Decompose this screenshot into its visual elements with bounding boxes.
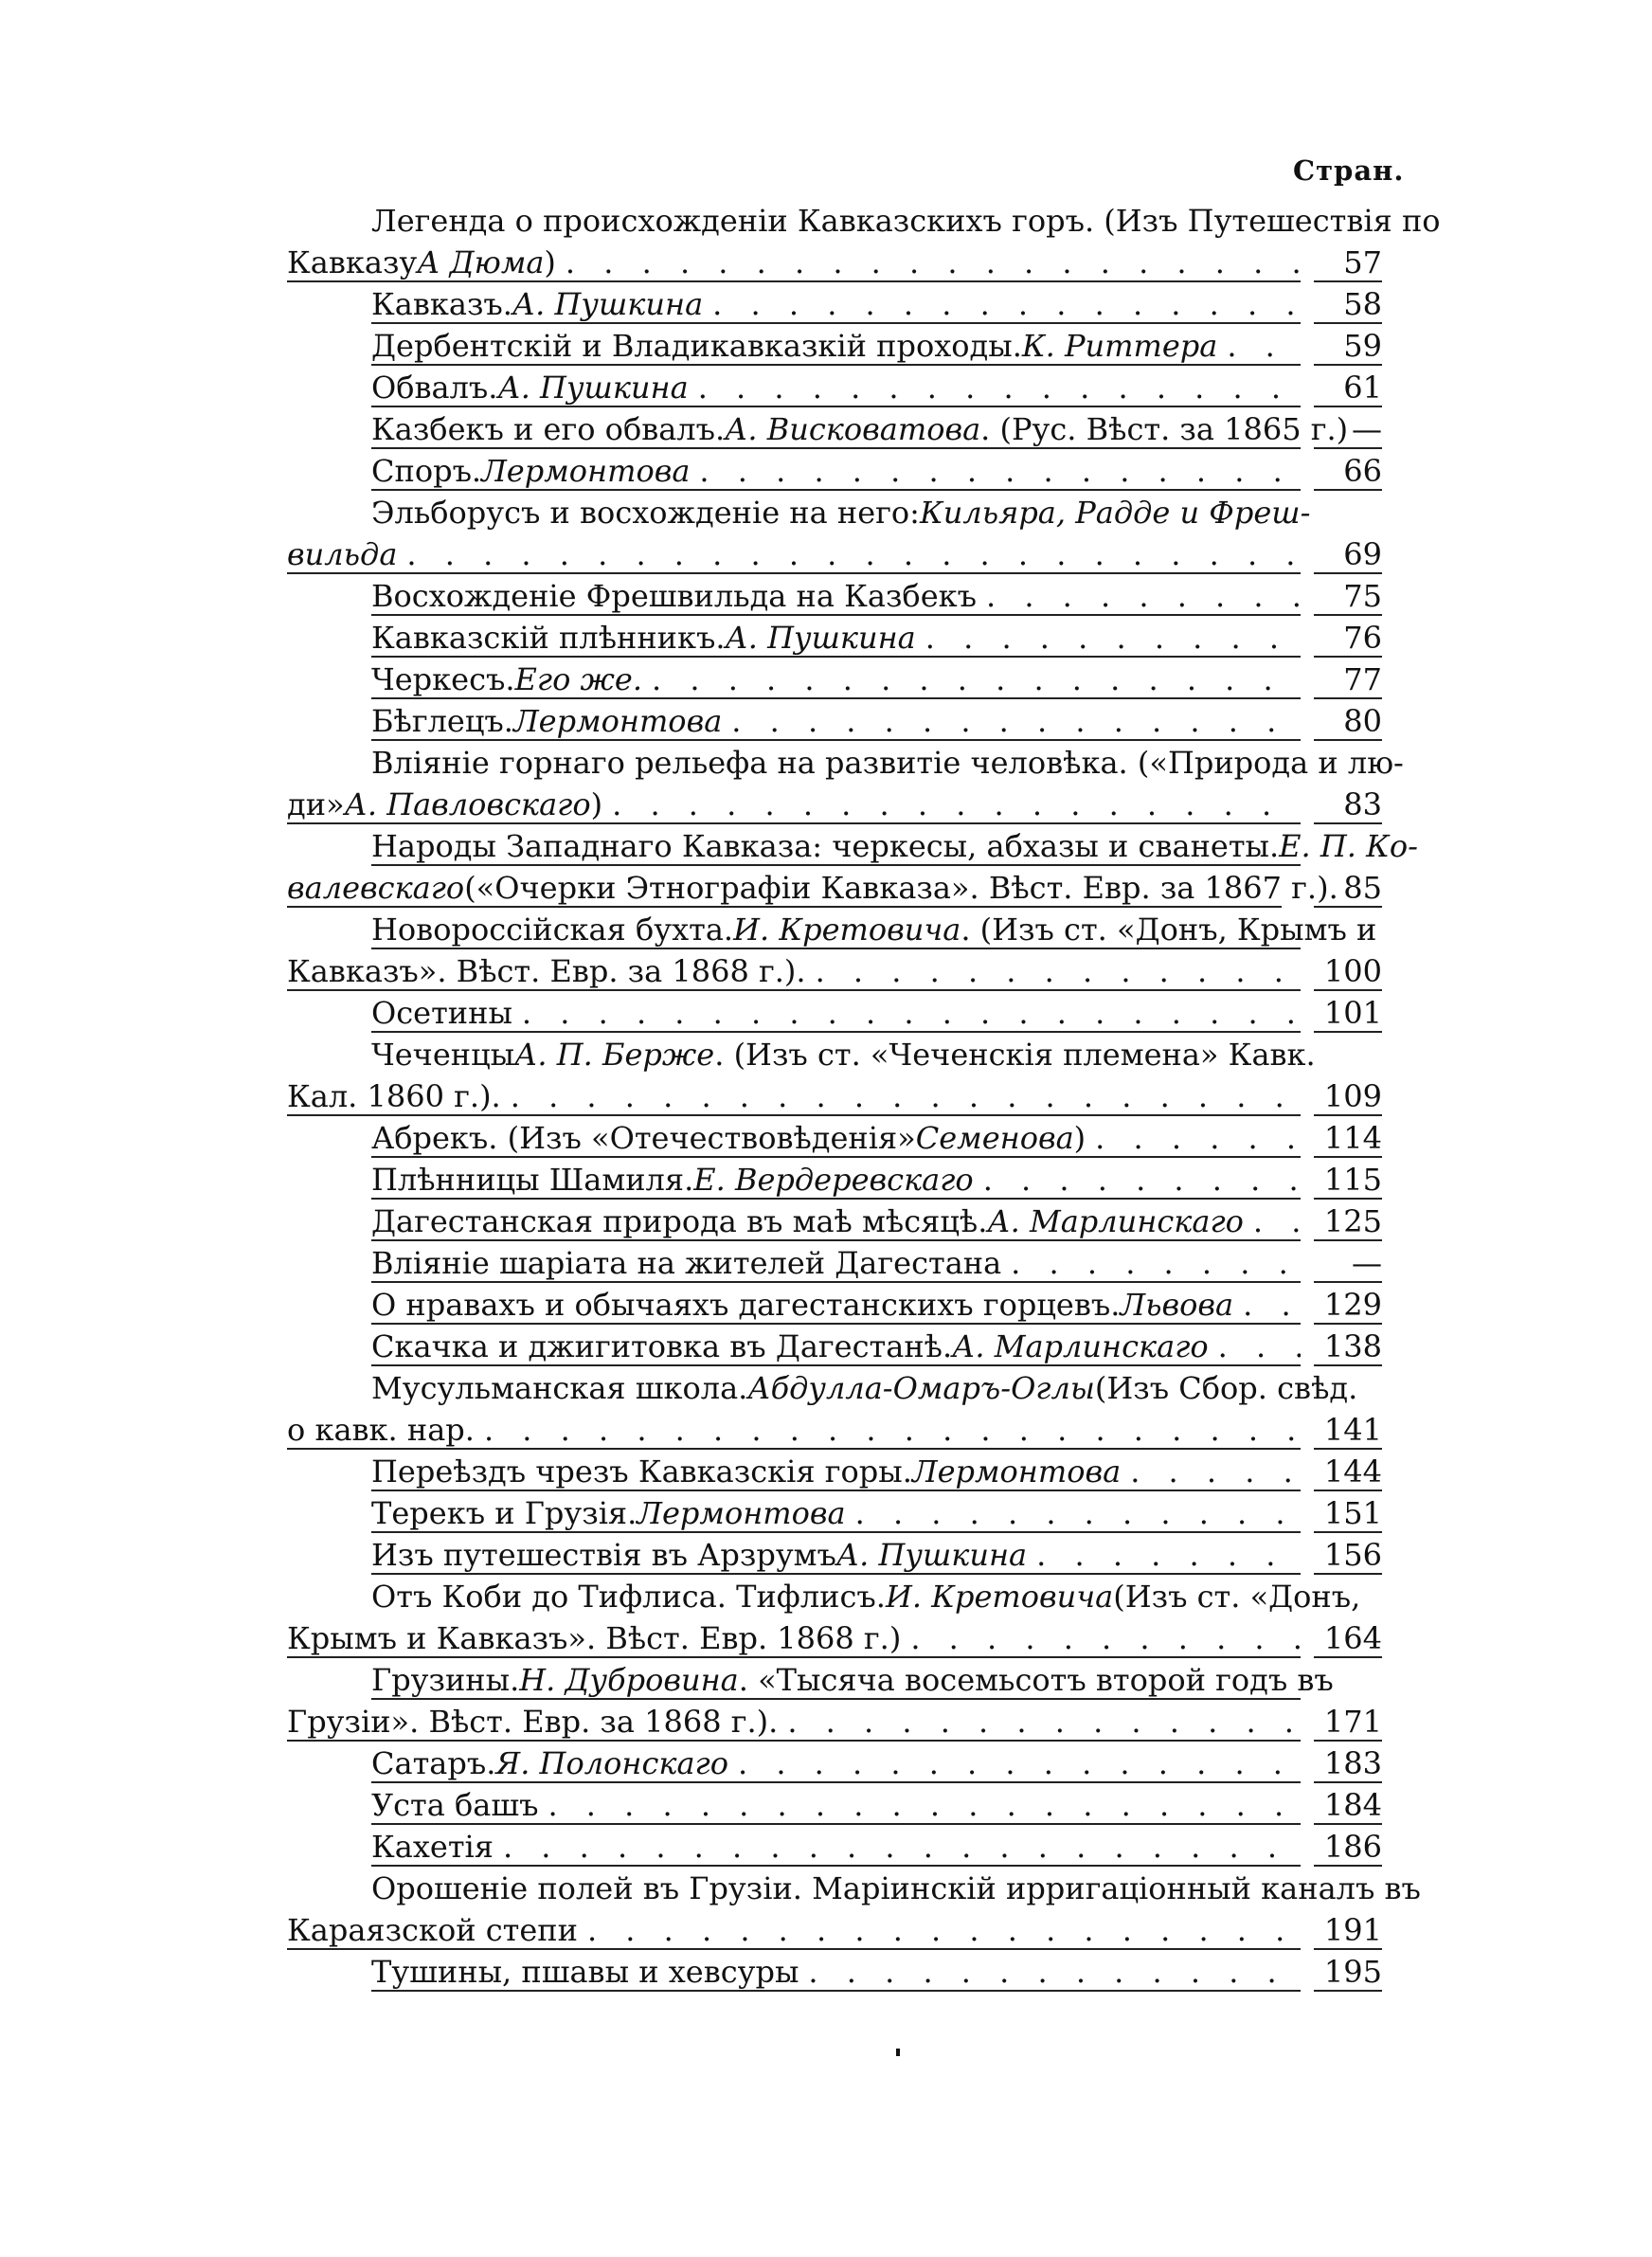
page-number: 114	[1314, 1114, 1382, 1158]
leader-dots	[1001, 1245, 1301, 1281]
page-number: 59	[1314, 322, 1382, 366]
leader-dots	[578, 1912, 1301, 1948]
entry-text: (Изъ Сбор. свѣд.	[1094, 1370, 1358, 1406]
leader-dots	[397, 536, 1301, 572]
page-number: 151	[1314, 1490, 1382, 1533]
toc-entry-line	[371, 489, 1311, 531]
toc-entry-line	[287, 1615, 1301, 1658]
entry-text: . (Рус. Вѣст. за 1865 г.)	[980, 411, 1349, 447]
entry-author: А. Пушкина	[497, 370, 689, 406]
entry-author: И. Кретовича	[885, 1579, 1114, 1615]
entry-author: Я. Полонскаго	[495, 1745, 728, 1781]
leader-dots	[642, 661, 1301, 697]
leader-dots	[512, 995, 1301, 1031]
toc-entry-line	[371, 1781, 1301, 1825]
entry-text: Эльборусъ и восхожденіе на него:	[371, 495, 920, 531]
leader-dots	[1027, 1537, 1301, 1573]
entry-text: Переѣздъ чрезъ Кавказскія горы.	[371, 1454, 912, 1490]
toc-entry-line	[287, 239, 1301, 282]
toc-entry-line	[287, 1406, 1301, 1450]
entry-text: Терекъ и Грузія.	[371, 1495, 637, 1531]
page-number: 61	[1314, 364, 1382, 407]
entry-text: Орошеніе полей въ Грузіи. Маріинскій ирригаціонный каналъ въ	[371, 1870, 1421, 1906]
entry-author: вильда	[287, 536, 398, 572]
toc-entry-line	[371, 1573, 1361, 1615]
toc-entry-line	[371, 656, 1301, 699]
entry-text: Дербентскій и Владикавказкій проходы.	[371, 328, 1022, 364]
entry-author: Лермонтова	[512, 703, 723, 739]
entry-author: Кильяра, Радде и Фреш-	[919, 495, 1311, 531]
leader-dots	[1121, 1454, 1301, 1490]
leader-dots	[977, 578, 1301, 614]
entry-text: Новороссійская бухта.	[371, 912, 734, 948]
leader-dots	[974, 1162, 1301, 1198]
toc-entry-line	[371, 1239, 1301, 1283]
entry-text: Кавказъ.	[371, 286, 512, 322]
entry-text: Народы Западнаго Кавказа: черкесы, абхазы и сванеты.	[371, 828, 1280, 864]
toc-entry-line	[371, 197, 1441, 239]
page-number: 138	[1314, 1323, 1382, 1366]
page-number: 66	[1314, 447, 1382, 491]
entry-author: Лермонтова	[637, 1495, 846, 1531]
entry-text: Караязской степи	[287, 1912, 578, 1948]
leader-dots	[556, 244, 1301, 280]
page-number: —	[1314, 406, 1382, 449]
entry-text: Бѣглецъ.	[371, 703, 513, 739]
entry-text: Вліяніе горнаго рельефа на развитіе человѣка. («Природа и лю-	[371, 745, 1404, 781]
entry-author: Семенова	[915, 1120, 1074, 1156]
toc-entry-line	[371, 1281, 1301, 1325]
toc-entry-line	[371, 1364, 1358, 1406]
entry-text: (Изъ ст. «Донъ,	[1113, 1579, 1361, 1615]
entry-text: . (Изъ ст. «Донъ, Крымъ и	[961, 912, 1377, 948]
entry-text: Кавказу	[287, 244, 418, 280]
entry-text: Осетины	[371, 995, 512, 1031]
toc-entry-line	[371, 1656, 1334, 1700]
page-number: 80	[1314, 697, 1382, 741]
entry-author: Львова	[1120, 1287, 1234, 1323]
toc-entry-line	[371, 1740, 1301, 1783]
entry-text: Мусульманская школа.	[371, 1370, 748, 1406]
page-number: 164	[1314, 1615, 1382, 1658]
leader-dots	[602, 786, 1301, 822]
entry-text: Кавказскій плѣнникъ.	[371, 620, 726, 656]
page-number: 76	[1314, 614, 1382, 658]
entry-text: Абрекъ. (Изъ «Отечествовѣденія»	[371, 1120, 916, 1156]
entry-author: Е. Вердеревскаго	[693, 1162, 974, 1198]
toc-entry-line	[371, 280, 1301, 324]
leader-dots	[538, 1787, 1301, 1823]
page-number: 57	[1314, 239, 1382, 282]
toc-entry-line	[371, 322, 1301, 366]
entry-text: )	[544, 244, 556, 280]
entry-author: А Дюма	[417, 244, 545, 280]
page-number: 75	[1314, 572, 1382, 616]
page-number: 101	[1314, 989, 1382, 1033]
entry-text: Споръ.	[371, 453, 482, 489]
page-number: 144	[1314, 1448, 1382, 1491]
page-number: 171	[1314, 1698, 1382, 1742]
toc-entry-line	[287, 864, 1338, 908]
toc-entry-line	[371, 1156, 1301, 1200]
page-number: 69	[1314, 531, 1382, 574]
entry-text: Отъ Коби до Тифлиса. Тифлисъ.	[371, 1579, 886, 1615]
page-number: 184	[1314, 1781, 1382, 1825]
toc-entry-line	[371, 1031, 1316, 1073]
leader-dots	[722, 703, 1301, 739]
leader-dots	[778, 1704, 1301, 1740]
leader-dots	[1209, 1328, 1301, 1364]
leader-dots	[806, 953, 1301, 989]
entry-text: Тушины, пшавы и хевсуры	[371, 1954, 799, 1990]
page-number: 125	[1314, 1198, 1382, 1241]
entry-text: Грузины.	[371, 1662, 520, 1698]
toc-entry-line	[371, 1448, 1301, 1491]
leader-dots	[703, 286, 1301, 322]
leader-dots	[1217, 328, 1301, 364]
toc-entry-line	[287, 531, 1301, 574]
toc-entry-line	[371, 406, 1349, 449]
entry-text: О нравахъ и обычаяхъ дагестанскихъ горцевъ.	[371, 1287, 1121, 1323]
entry-author: А. Пушкина	[835, 1537, 1028, 1573]
entry-text: Легенда о происхожденіи Кавказскихъ горъ. (Изъ Путешествія по	[371, 203, 1441, 239]
toc-entry-line	[371, 1198, 1301, 1241]
toc-entry-line	[287, 1906, 1301, 1950]
entry-text: Кал. 1860 г.).	[287, 1078, 501, 1114]
page-number: 195	[1314, 1948, 1382, 1992]
entry-author: валевскаго	[287, 870, 465, 906]
entry-text: Обвалъ.	[371, 370, 498, 406]
entry-text: Крымъ и Кавказъ». Вѣст. Евр. 1868 г.)	[287, 1620, 902, 1656]
toc-entry-line	[287, 781, 1301, 824]
page-number: —	[1314, 1239, 1382, 1283]
leader-dots	[728, 1745, 1301, 1781]
leader-dots	[901, 1620, 1301, 1656]
entry-text: Сатаръ.	[371, 1745, 496, 1781]
toc-entry-line	[371, 572, 1301, 616]
leader-dots	[494, 1829, 1301, 1865]
entry-text: )	[1073, 1120, 1086, 1156]
entry-text: Изъ путешествія въ Арзрумъ	[371, 1537, 836, 1573]
print-mark	[896, 2049, 900, 2056]
toc-entry-line	[371, 1323, 1301, 1366]
page-number: 186	[1314, 1823, 1382, 1867]
entry-author: А. Висковатова	[725, 411, 981, 447]
entry-author: А. Марлинскаго	[952, 1328, 1209, 1364]
entry-author: А. Марлинскаго	[987, 1203, 1244, 1239]
entry-author: К. Риттера	[1021, 328, 1218, 364]
leader-dots	[1086, 1120, 1301, 1156]
leader-dots	[1244, 1203, 1301, 1239]
entry-author: Н. Дубровина	[519, 1662, 739, 1698]
toc-entry-line	[287, 1073, 1301, 1116]
page-number: 191	[1314, 1906, 1382, 1950]
entry-text: . «Тысяча восемьсотъ второй годъ въ	[738, 1662, 1334, 1698]
leader-dots	[799, 1954, 1301, 1990]
page-number: 58	[1314, 280, 1382, 324]
toc-entry-line	[371, 739, 1404, 781]
leader-dots	[501, 1078, 1301, 1114]
page-number: 77	[1314, 656, 1382, 699]
toc-entry-line	[287, 948, 1301, 991]
entry-text: Кахетія	[371, 1829, 494, 1865]
entry-text: Черкесъ.	[371, 661, 515, 697]
toc-entry-line	[371, 1490, 1301, 1533]
entry-author: А. Пушкина	[725, 620, 916, 656]
entry-author: Лермонтова	[481, 453, 691, 489]
entry-author: А. Пушкина	[512, 286, 704, 322]
page-number: 156	[1314, 1531, 1382, 1575]
page-number: 115	[1314, 1156, 1382, 1200]
toc-entry-line	[371, 906, 1377, 949]
toc-entry-line	[287, 1698, 1301, 1742]
entry-author: Лермонтова	[911, 1454, 1122, 1490]
page-number: 83	[1314, 781, 1382, 824]
toc-entry-line	[371, 1823, 1301, 1867]
page-column-header: Стран.	[1293, 154, 1405, 187]
leader-dots	[689, 370, 1301, 406]
toc-entry-line	[371, 822, 1418, 866]
toc-entry-line	[371, 697, 1301, 741]
toc-entry-line	[371, 989, 1301, 1033]
page-number: 109	[1314, 1073, 1382, 1116]
page-number: 141	[1314, 1406, 1382, 1450]
entry-author: А. П. Берже	[514, 1037, 715, 1073]
leader-dots	[475, 1412, 1301, 1448]
page-number: 100	[1314, 948, 1382, 991]
toc-entry-line	[371, 1114, 1301, 1158]
entry-text: («Очерки Этнографіи Кавказа». Вѣст. Евр. за 1867 г.).	[464, 870, 1338, 906]
entry-text: Кавказъ». Вѣст. Евр. за 1868 г.).	[287, 953, 806, 989]
leader-dots	[916, 620, 1301, 656]
page-number: 129	[1314, 1281, 1382, 1325]
toc-entry-line	[371, 447, 1301, 491]
entry-text: Восхожденіе Фрешвильда на Казбекъ	[371, 578, 977, 614]
entry-author: И. Кретовича	[733, 912, 961, 948]
entry-text: Грузіи». Вѣст. Евр. за 1868 г.).	[287, 1704, 779, 1740]
toc-entry-line	[371, 1531, 1301, 1575]
page-number: 183	[1314, 1740, 1382, 1783]
entry-text: Плѣнницы Шамиля.	[371, 1162, 694, 1198]
entry-text: ди»	[287, 786, 345, 822]
leader-dots	[846, 1495, 1301, 1531]
entry-text: . (Изъ ст. «Чеченскія племена» Кавк.	[714, 1037, 1316, 1073]
entry-text: Скачка и джигитовка въ Дагестанѣ.	[371, 1328, 953, 1364]
entry-text: о кавк. нар.	[287, 1412, 475, 1448]
entry-text: Вліяніе шаріата на жителей Дагестана	[371, 1245, 1002, 1281]
toc-entry-line	[371, 1865, 1421, 1906]
leader-dots	[690, 453, 1301, 489]
leader-dots	[1233, 1287, 1301, 1323]
toc-entry-line	[371, 614, 1301, 658]
page-number: 85	[1314, 864, 1382, 908]
toc-entry-line	[371, 1948, 1301, 1992]
entry-text: Дагестанская природа въ маѣ мѣсяцѣ.	[371, 1203, 988, 1239]
entry-text: Уста башъ	[371, 1787, 539, 1823]
entry-author: Его же.	[514, 661, 642, 697]
entry-text: Казбекъ и его обвалъ.	[371, 411, 726, 447]
toc-entry-line	[371, 364, 1301, 407]
entry-author: Абдулла-Омаръ-Оглы	[747, 1370, 1095, 1406]
entry-text: Чеченцы	[371, 1037, 515, 1073]
entry-text: )	[590, 786, 603, 822]
entry-author: Е. П. Ко-	[1279, 828, 1418, 864]
entry-author: А. Павловскаго	[344, 786, 591, 822]
